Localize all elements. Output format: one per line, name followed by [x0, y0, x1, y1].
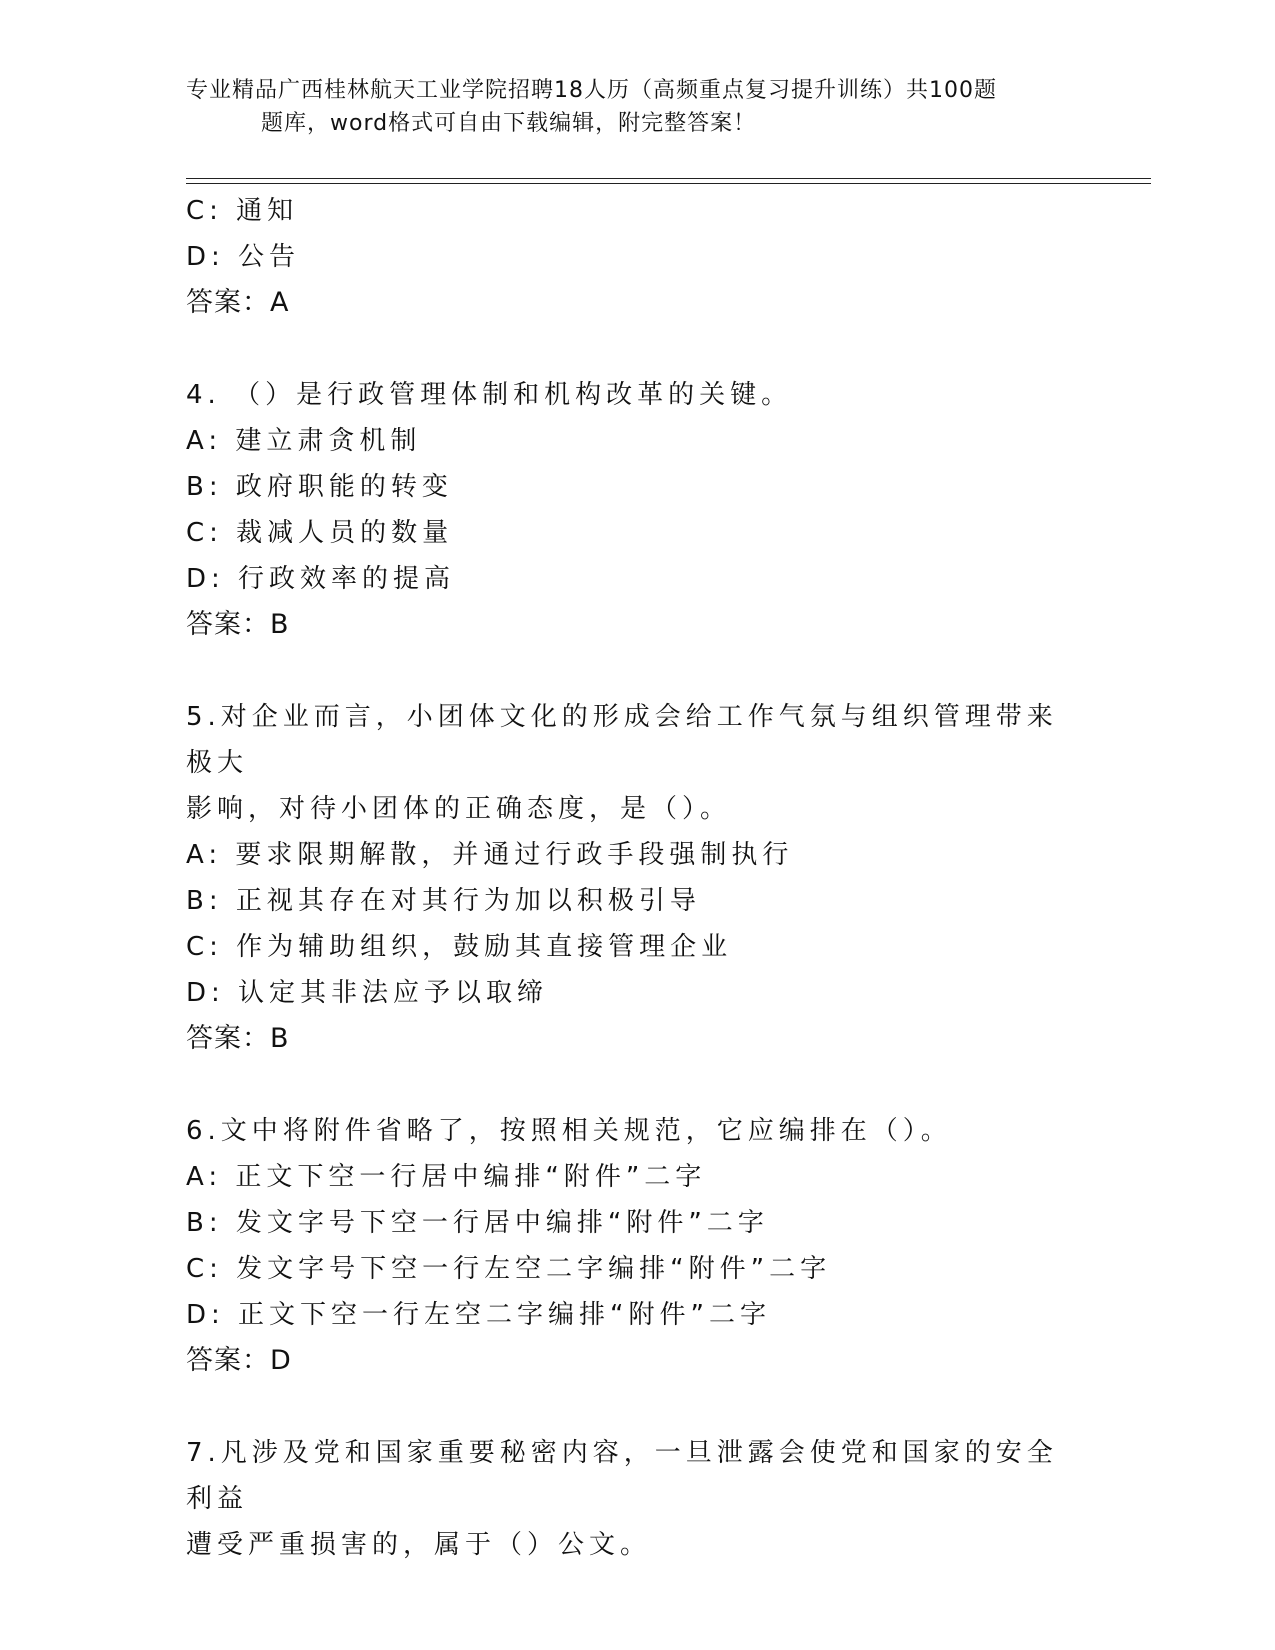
header-rule-top — [186, 178, 1151, 179]
option-c: C: 裁减人员的数量 — [186, 518, 454, 548]
question-4 — [186, 372, 1086, 648]
answer: 答案：D — [186, 1345, 292, 1376]
question-stem-line-2: 影响，对待小团体的正确态度，是（）。 — [186, 794, 732, 824]
option-d: D: 公告 — [186, 242, 301, 272]
question-7 — [186, 1430, 1086, 1568]
option-a: A: 建立肃贪机制 — [186, 426, 422, 456]
question-stem-line-1: 5.对企业而言，小团体文化的形成会给工作气氛与组织管理带来极大 — [186, 702, 1058, 778]
question-stem: 4. （）是行政管理体制和机构改革的关键。 — [186, 380, 793, 410]
header-line-2: 题库，word格式可自由下载编辑，附完整答案！ — [261, 111, 757, 136]
option-d: D: 正文下空一行左空二字编排“附件”二字 — [186, 1300, 771, 1330]
question-stem-line-2: 遭受严重损害的，属于（）公文。 — [186, 1530, 652, 1560]
question-5 — [186, 694, 1086, 1062]
question-stem: 6.文中将附件省略了，按照相关规范，它应编排在（）。 — [186, 1116, 952, 1146]
option-b: B: 政府职能的转变 — [186, 472, 453, 502]
option-c: C: 作为辅助组织，鼓励其直接管理企业 — [186, 932, 733, 962]
option-d: D: 认定其非法应予以取缔 — [186, 978, 549, 1008]
header-line-1: 专业精品广西桂林航天工业学院招聘18人历（高频重点复习提升训练）共100题 — [186, 78, 997, 103]
answer: 答案：B — [186, 1023, 290, 1054]
option-a: A: 要求限期解散，并通过行政手段强制执行 — [186, 840, 794, 870]
question-6 — [186, 1108, 1086, 1384]
document-header — [186, 74, 1086, 140]
option-c: C: 通知 — [186, 196, 299, 226]
option-b: B: 发文字号下空一行居中编排“附件”二字 — [186, 1208, 769, 1238]
option-d: D: 行政效率的提高 — [186, 564, 456, 594]
question-3-remainder — [186, 188, 1086, 326]
option-a: A: 正文下空一行居中编排“附件”二字 — [186, 1162, 707, 1192]
option-c: C: 发文字号下空一行左空二字编排“附件”二字 — [186, 1254, 832, 1284]
answer: 答案：B — [186, 609, 290, 640]
answer: 答案：A — [186, 287, 290, 318]
header-rule-bottom — [186, 183, 1151, 184]
option-b: B: 正视其存在对其行为加以积极引导 — [186, 886, 701, 916]
question-stem-line-1: 7.凡涉及党和国家重要秘密内容，一旦泄露会使党和国家的安全利益 — [186, 1438, 1058, 1514]
document-body — [186, 188, 1086, 1568]
